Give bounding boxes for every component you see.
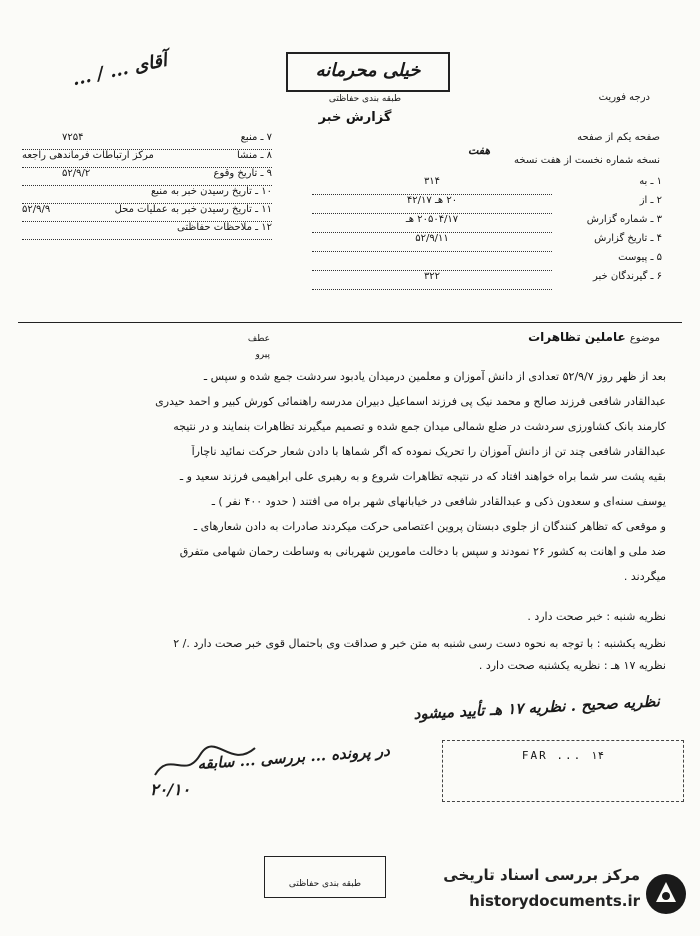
received-stamp [442, 740, 684, 802]
report-title: گزارش خبر [318, 110, 392, 125]
subject-value: عاملین تظاهرات [528, 330, 626, 344]
body-line: بقیه پشت سر شما براه خواهند افتاد که در نتیجه تظاهرات شروع و به رهبری علی ابراهیمی فرزند سعید و ـ [179, 470, 666, 483]
opinion-line: نظریه ۱۷ هـ : نظریه یکشنبه صحت دارد . [478, 659, 666, 672]
field-label: ۶ ـ گیرندگان خبر [592, 271, 662, 282]
atf-label: عطف [247, 334, 270, 344]
body-line: و موقعی که تظاهر کنندگان از جلوی دبستان پروین اعتصامی حرکت میکردند صادرات به دادن شعارهای ـ [193, 520, 666, 533]
field-label: ۵ ـ پیوست [618, 252, 662, 263]
left-field-row [22, 222, 272, 240]
left-field-row [22, 150, 272, 168]
separator-line [18, 322, 682, 323]
left-field-row [22, 186, 272, 204]
peyro-label: پیرو [255, 350, 270, 360]
archive-logo-icon [644, 872, 688, 916]
subject-line [340, 330, 660, 346]
field-label: ۲ ـ از [639, 195, 662, 206]
left-field-row [22, 168, 272, 186]
field-label: ۷ ـ منبع [240, 132, 272, 143]
opinion-line: نظریه یکشنبه : با توجه به نحوه دست رسی شنبه به متن خبر و صداقت وی باحتمال قوی خبر صحت دارد ./ ۲ [173, 637, 666, 650]
priority-label: درجه فوریت [598, 92, 650, 103]
right-field-row [312, 252, 662, 271]
field-value: ۷۲۵۴ [62, 132, 84, 143]
left-field-block [22, 132, 272, 240]
footer-classification-label: طبقه بندی حفاظتی [288, 879, 362, 889]
handwritten-haft: هفت [468, 144, 491, 157]
copy-number-line: نسخه شماره نخست از هفت نسخه [514, 155, 660, 166]
body-line: یوسف سنه‌ای و سعدون ذکی و عبدالقادر شافعی در خیابانهای شهر براه می افتند ( حدود ۴۰۰ نفر ) ـ [211, 495, 666, 508]
field-value: ۵۲/۹/۹ [22, 204, 51, 215]
opinions-block [20, 610, 666, 681]
right-field-row [312, 214, 662, 233]
field-label: ۱ ـ به [639, 176, 662, 187]
field-value: ۵۲/۹/۲ [62, 168, 91, 179]
field-label: ۱۰ ـ تاریخ رسیدن خبر به منبع [150, 186, 272, 197]
body-line: ضد ملی و اهانت به کشور ۲۶ نمودند و سپس با دخالت مامورین شهربانی به وساطت رحمان شهامی متفرق [179, 545, 666, 558]
signature-stroke-icon [150, 740, 260, 790]
handwritten-approval-note: نظریه صحیح . نظریه ۱۷ هـ تأیید میشود [413, 692, 661, 724]
field-label: ۱۱ ـ تاریخ رسیدن خبر به عملیات محل [114, 204, 272, 215]
field-value: مرکز ارتباطات فرماندهی راجعه [22, 150, 154, 161]
signature-scribble: در پرونده ... بررسی ... سابقه [196, 741, 391, 774]
body-line: عبدالقادر شافعی چند تن از دانش آموزان را تحریک نموده که اگر شماها با دادن شعار حرکت نمائید ناچاراً [191, 445, 666, 458]
right-field-row [312, 271, 662, 290]
field-label: ۴ ـ تاریخ گزارش [594, 233, 662, 244]
field-label: ۱۲ ـ ملاحظات حفاظتی [177, 222, 272, 233]
footer-classification-box [264, 856, 386, 898]
watermark-title: مرکز بررسی اسناد تاریخی [443, 866, 640, 884]
body-line: عبدالقادر شافعی فرزند صالح و محمد نیک پی فرزند اسماعیل دبیران مدرسه راهنمائی کورش کبیر و احمد حیدری [155, 395, 666, 408]
body-line: میگردند . [623, 570, 666, 583]
right-field-row [312, 176, 662, 195]
body-line: کارمند بانک کشاورزی سردشت در ضلع شمالی میدان جمع شده و تصمیم میگیرند تظاهرات بنمایند و در نتیجه [173, 420, 666, 433]
left-field-row [22, 204, 272, 222]
report-body [20, 370, 666, 595]
watermark [420, 862, 690, 924]
field-value: ۳۲۲ [312, 271, 552, 290]
classification-label: طبقه بندی حفاظتی [328, 94, 402, 104]
opinion-line: نظریه شنبه : خبر صحت دارد . [527, 610, 666, 623]
left-field-row [22, 132, 272, 150]
right-field-block [312, 176, 662, 290]
watermark-url: historydocuments.ir [469, 892, 640, 910]
right-field-row [312, 195, 662, 214]
handwritten-margin-note: آقای ... / ... [70, 49, 169, 91]
classification-stamp-text: خیلی محرمانه [315, 60, 421, 81]
right-field-row [312, 233, 662, 252]
signature-sub: ۲۰/۱۰ [150, 780, 191, 799]
field-value: ۲۰ هـ ۴۲/۱۷ [312, 195, 552, 214]
subject-label: موضوع [629, 333, 660, 344]
field-value [312, 252, 552, 271]
page-number-line: صفحه یکم از صفحه [577, 132, 660, 143]
classification-stamp [286, 52, 450, 92]
received-stamp-text: FAR ... ۱۴ [521, 749, 605, 762]
field-value: ۲۰۵۰۴/۱۷ هـ [312, 214, 552, 233]
field-label: ۳ ـ شماره گزارش [586, 214, 662, 225]
field-label: ۸ ـ منشا [236, 150, 272, 161]
field-value: ۳۱۴ [312, 176, 552, 195]
body-line: بعد از ظهر روز ۵۲/۹/۷ تعدادی از دانش آموزان و معلمین درمیدان یادبود سردشت جمع شده و سپس ـ [203, 370, 666, 383]
field-value: ۵۲/۹/۱۱ [312, 233, 552, 252]
field-label: ۹ ـ تاریخ وقوع [213, 168, 272, 179]
